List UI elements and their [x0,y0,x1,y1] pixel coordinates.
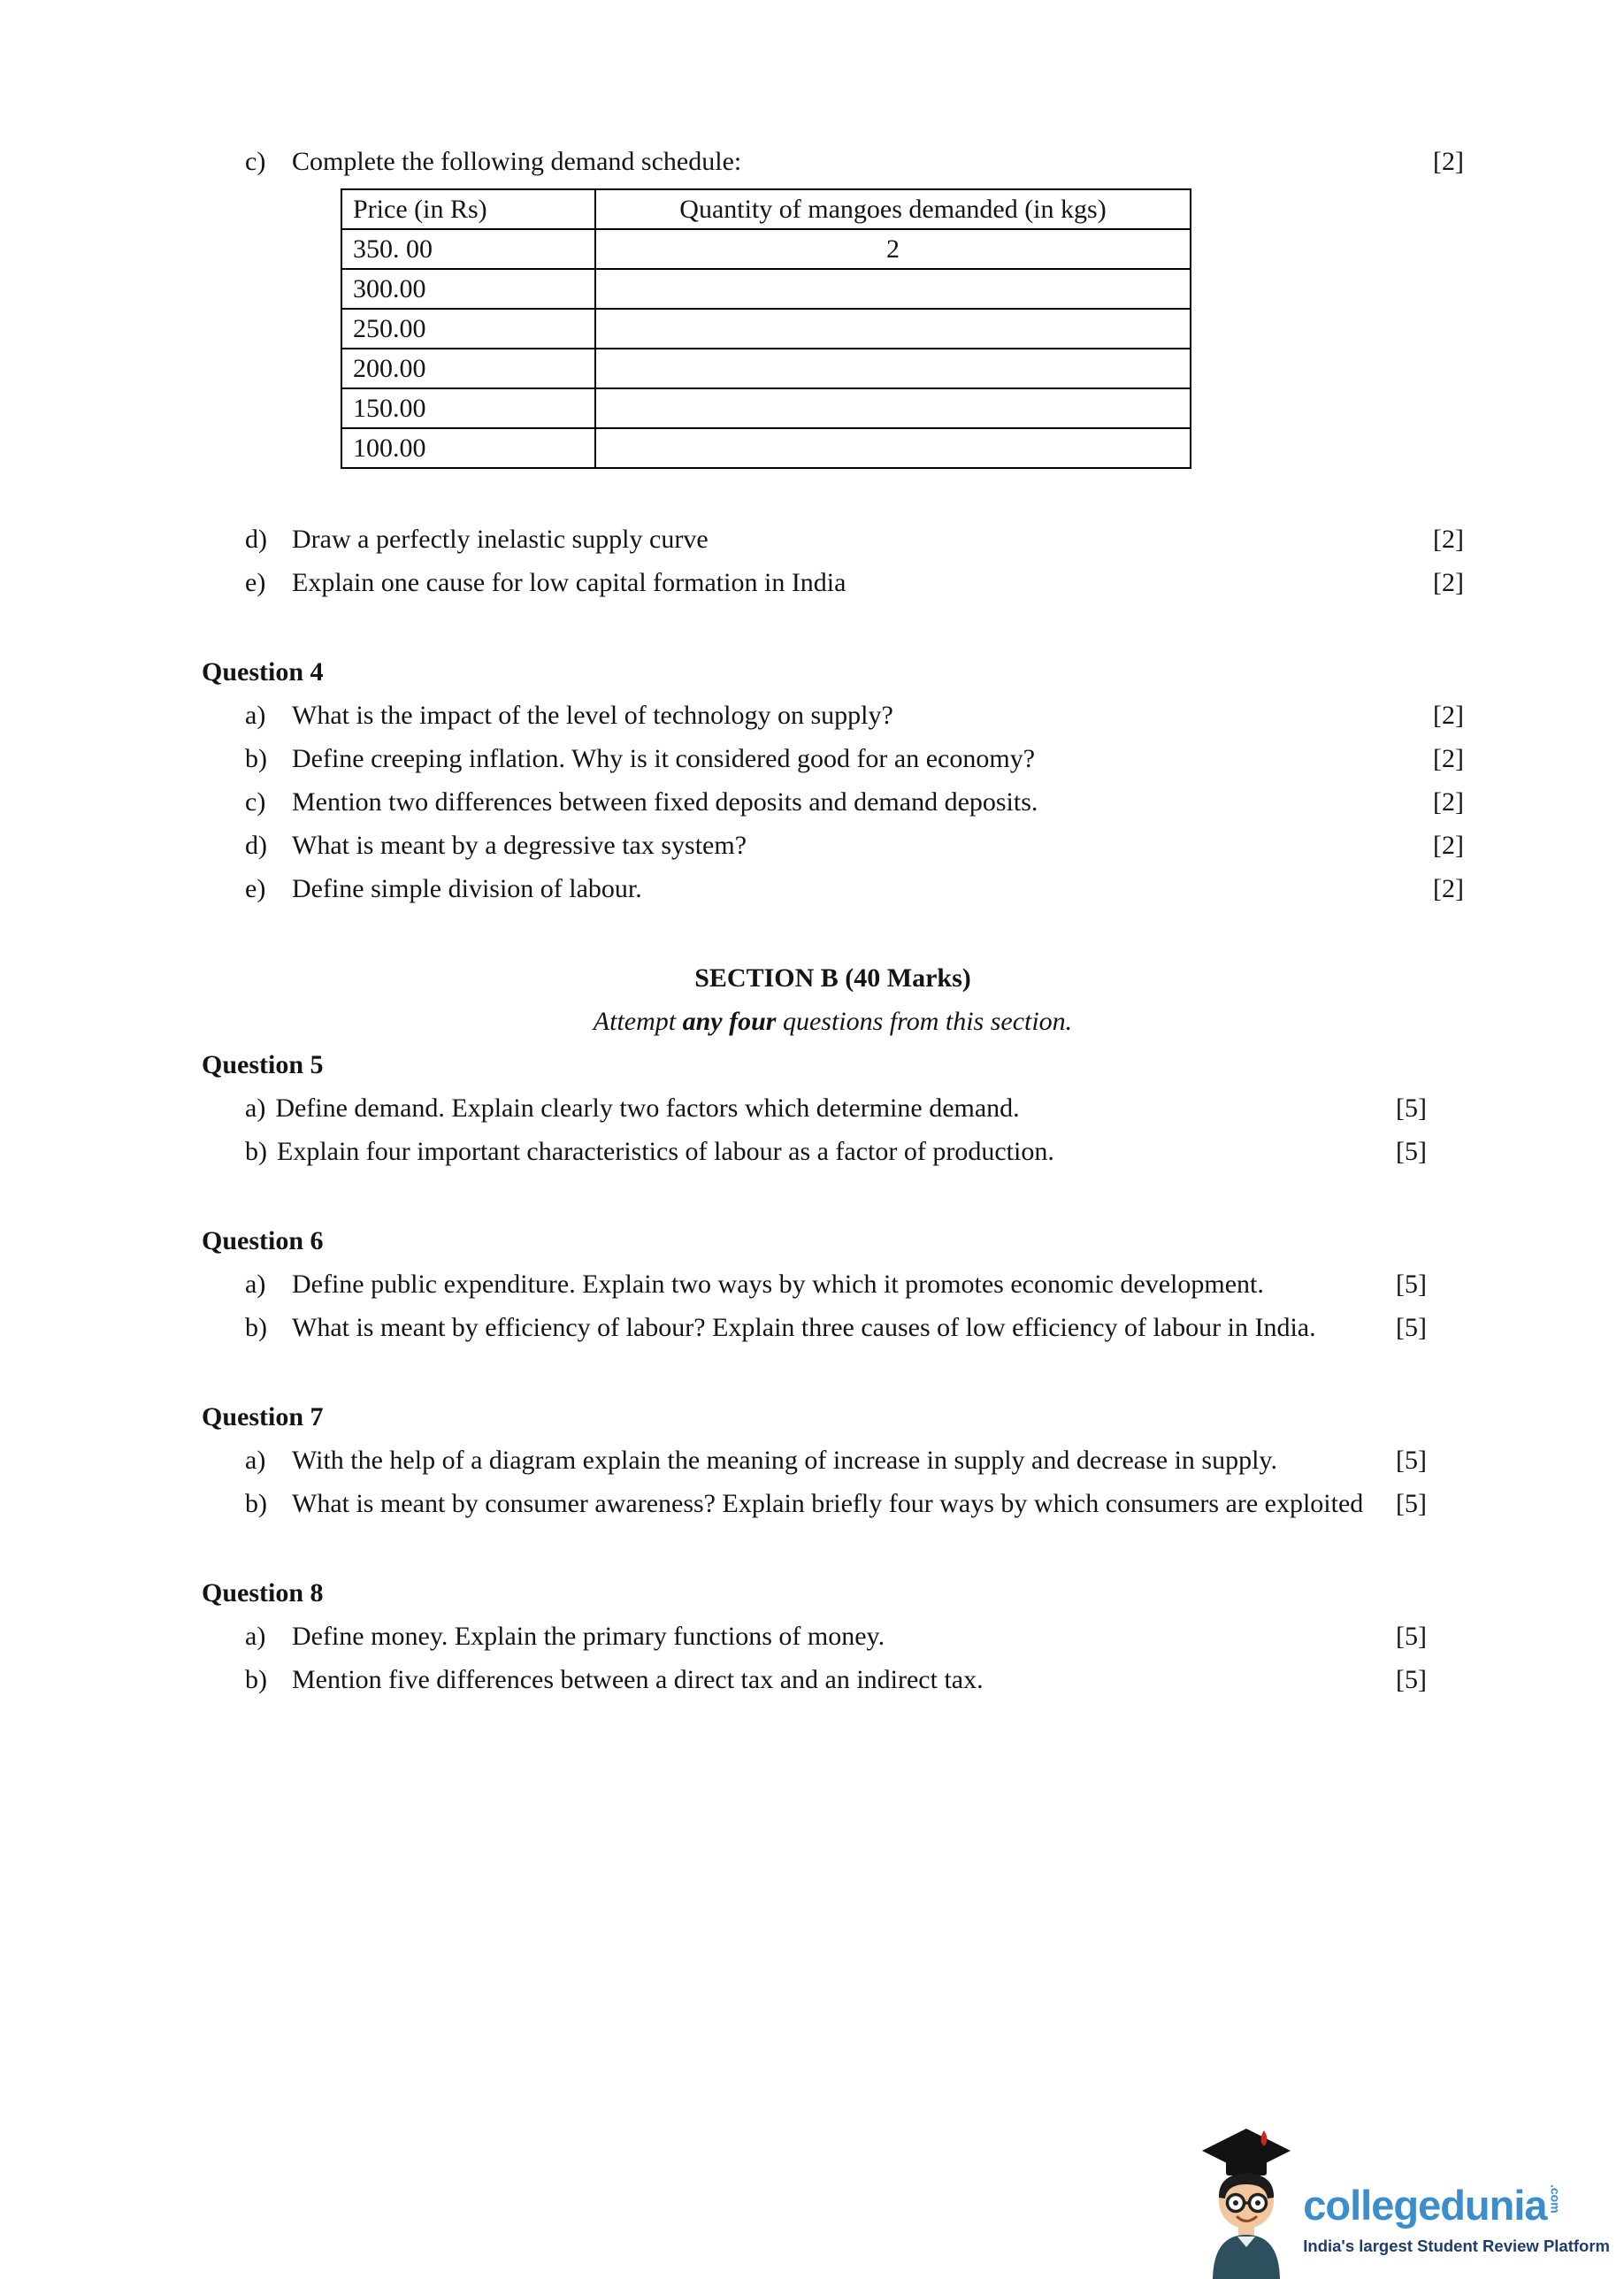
quantity-cell [595,309,1191,349]
question-4-part-d [202,824,1464,867]
part-marks: [5] [1396,1270,1427,1299]
part-marks: [2] [1433,701,1464,730]
section-b-subtitle [202,1000,1464,1043]
question-6-title: Question 6 [202,1226,324,1255]
part-label: a) [245,701,266,730]
intro-part-c [202,140,1464,183]
part-label: b) [245,744,267,773]
part-label: b) [245,1313,267,1342]
demand-schedule-table [341,188,1191,469]
quantity-cell [595,269,1191,309]
question-4-part-b [202,737,1464,780]
part-text: Explain four important characteristics of labour as a factor of production. [277,1137,1054,1166]
part-marks: [5] [1396,1489,1427,1518]
part-label: c) [245,787,266,817]
question-4-part-e [202,867,1464,910]
question-5-part-a [202,1086,1464,1130]
collegedunia-logo [1199,2127,1610,2279]
part-label: c) [245,147,266,176]
part-marks: [2] [1433,831,1464,860]
table-row [341,428,1191,468]
table-row [341,388,1191,428]
part-text: What is meant by a degressive tax system? [292,831,747,860]
part-text: Mention two differences between fixed deposits and demand deposits. [292,787,1038,817]
quantity-cell [595,349,1191,388]
table-header-quantity: Quantity of mangoes demanded (in kgs) [595,189,1191,229]
part-text: What is meant by consumer awareness? Explain briefly four ways by which consumers are exploited [292,1489,1364,1518]
question-8-title: Question 8 [202,1578,324,1608]
question-8-part-a [202,1615,1464,1658]
part-text: Define money. Explain the primary functions of money. [292,1622,885,1651]
question-5-part-b [202,1130,1464,1173]
part-text: Complete the following demand schedule: [292,147,742,176]
brand-name: collegedunia [1303,2182,1547,2229]
price-cell: 100.00 [341,428,595,468]
quantity-cell [595,388,1191,428]
table-header-row [341,189,1191,229]
question-5-title: Question 5 [202,1050,324,1079]
question-7-title: Question 7 [202,1402,324,1431]
quantity-cell [595,428,1191,468]
price-cell: 300.00 [341,269,595,309]
part-label: d) [245,525,267,554]
part-text: Explain one cause for low capital formation in India [292,568,846,597]
document-content [202,140,1464,1701]
part-text: With the help of a diagram explain the meaning of increase in supply and decrease in supply. [292,1446,1277,1475]
intro-part-e [202,561,1464,604]
question-8-part-b [202,1658,1464,1701]
question-7-part-a [202,1439,1464,1482]
part-text: Define creeping inflation. Why is it considered good for an economy? [292,744,1036,773]
part-text: What is the impact of the level of technology on supply? [292,701,893,730]
part-text: Draw a perfectly inelastic supply curve [292,525,709,554]
part-marks: [2] [1433,744,1464,773]
part-marks: [5] [1396,1665,1427,1694]
part-label: e) [245,568,266,597]
part-marks: [5] [1396,1093,1427,1123]
part-marks: [2] [1433,525,1464,554]
part-label: a) [245,1093,266,1123]
question-4-part-c [202,780,1464,824]
part-marks: [5] [1396,1313,1427,1342]
price-cell: 200.00 [341,349,595,388]
part-label: a) [245,1622,266,1651]
question-4-part-a [202,694,1464,737]
subtitle-emphasis: any four [682,1007,777,1036]
price-cell: 350. 00 [341,229,595,269]
part-marks: [2] [1433,568,1464,597]
brand-row [1303,2182,1610,2229]
part-marks: [2] [1433,787,1464,817]
part-label: b) [245,1137,267,1166]
part-marks: [5] [1396,1137,1427,1166]
part-marks: [2] [1433,147,1464,176]
part-text: Mention five differences between a direct tax and an indirect tax. [292,1665,984,1694]
price-cell: 250.00 [341,309,595,349]
subtitle-suffix: questions from this section. [776,1007,1073,1036]
part-label: b) [245,1489,267,1518]
table-row [341,269,1191,309]
intro-part-d [202,518,1464,561]
part-label: e) [245,874,266,903]
table-row [341,229,1191,269]
part-marks: [5] [1396,1622,1427,1651]
table-header-price: Price (in Rs) [341,189,595,229]
question-7-part-b [202,1482,1464,1525]
table-row [341,349,1191,388]
question-6-part-a [202,1262,1464,1306]
quantity-cell: 2 [595,229,1191,269]
brand-suffix: .com [1548,2184,1563,2214]
brand-block [1303,2184,1610,2279]
part-label: a) [245,1446,266,1475]
part-label: d) [245,831,267,860]
brand-tagline: India's largest Student Review Platform [1303,2237,1610,2255]
part-label: b) [245,1665,267,1694]
part-text: Define public expenditure. Explain two ways by which it promotes economic development. [292,1270,1264,1299]
part-text: Define demand. Explain clearly two factors which determine demand. [275,1093,1020,1123]
part-marks: [5] [1396,1446,1427,1475]
price-cell: 150.00 [341,388,595,428]
table-row [341,309,1191,349]
question-6-part-b [202,1306,1464,1349]
part-label: a) [245,1270,266,1299]
part-text: What is meant by efficiency of labour? Explain three causes of low efficiency of labour in India. [292,1313,1316,1342]
part-marks: [2] [1433,874,1464,903]
section-b-title: SECTION B (40 Marks) [694,963,971,993]
question-4-title: Question 4 [202,657,324,687]
mascot-icon [1199,2127,1294,2279]
subtitle-prefix: Attempt [593,1007,683,1036]
part-text: Define simple division of labour. [292,874,642,903]
